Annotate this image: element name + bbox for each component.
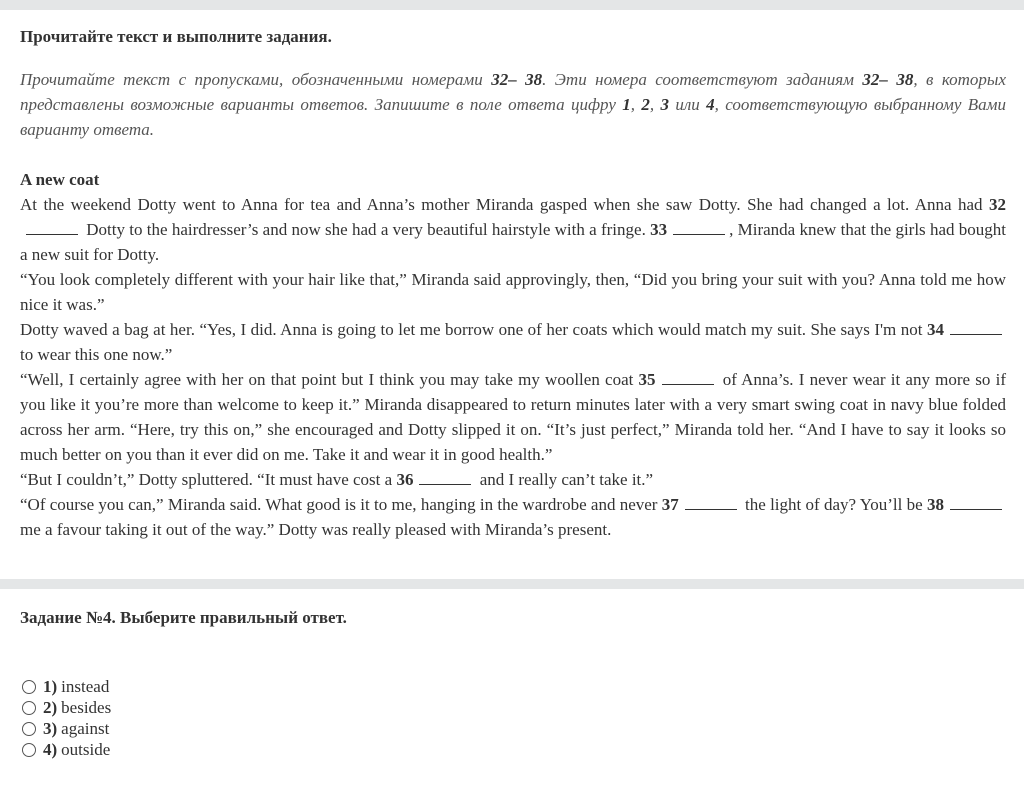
option-number: 3) bbox=[43, 718, 58, 738]
top-divider bbox=[0, 0, 1024, 10]
answer-option-4[interactable] bbox=[22, 739, 111, 760]
radio-button[interactable] bbox=[22, 722, 36, 736]
gap-number: 36 bbox=[396, 470, 414, 489]
option-number: 1) bbox=[43, 676, 58, 696]
option-label: instead bbox=[61, 676, 110, 696]
story-text-segment: “Of course you can,” Miranda said. What good is it to me, hanging in the wardrobe and never bbox=[20, 495, 662, 514]
story-text-segment: Dotty to the hairdresser’s and now she had a very beautiful hairstyle with a fringe. bbox=[82, 220, 651, 239]
gap-blank bbox=[950, 321, 1002, 335]
answer-option-3[interactable] bbox=[22, 718, 111, 739]
option-label: against bbox=[61, 718, 110, 738]
gap-number: 34 bbox=[927, 320, 944, 339]
section-divider bbox=[0, 579, 1024, 589]
question-heading: Задание №4. Выберите правильный ответ. bbox=[20, 608, 347, 627]
story-text bbox=[20, 192, 1006, 542]
option-label: besides bbox=[61, 697, 112, 717]
question-panel bbox=[20, 603, 1006, 633]
story-text-segment: , Miranda knew that the girls had bought a new suit for Dotty. bbox=[20, 220, 1006, 264]
story-text-segment: to wear this one now.” bbox=[20, 345, 173, 364]
story-text-segment: “But I couldn’t,” Dotty spluttered. “It must have cost a bbox=[20, 470, 397, 489]
gap-blank bbox=[26, 221, 78, 235]
story-text-segment: me a favour taking it out of the way.” Dotty was really pleased with Miranda’s present. bbox=[20, 520, 612, 539]
text-title: A new coat bbox=[20, 170, 100, 189]
task-instruction: Прочитайте текст с пропусками, обозначенными номерами 32– 38. Эти номера соответствуют заданиям 32– 38, в которых представлены возможные варианты ответов. Запишите в поле ответа цифру 1, 2, 3 или 4, соответствующую выбранному Вами варианту ответа. bbox=[20, 70, 1007, 139]
story-text-segment: At the weekend Dotty went to Anna for tea and Anna’s mother Miranda gasped when she saw Dotty. She had changed a lot. Anna had bbox=[20, 195, 989, 214]
story-paragraph bbox=[20, 317, 1006, 367]
option-number: 2) bbox=[43, 697, 58, 717]
story-text-segment: “You look completely different with your hair like that,” Miranda said approvingly, then, “Did you bring your suit with you? Anna told me how nice it was.” bbox=[20, 270, 1006, 314]
gap-blank bbox=[950, 496, 1002, 510]
gap-number: 33 bbox=[650, 220, 668, 239]
answer-options bbox=[22, 676, 111, 760]
story-paragraph bbox=[20, 192, 1006, 267]
gap-blank bbox=[685, 496, 737, 510]
gap-number: 32 bbox=[989, 195, 1006, 214]
task-heading: Прочитайте текст и выполните задания. bbox=[20, 27, 332, 46]
gap-number: 37 bbox=[661, 495, 679, 514]
radio-button[interactable] bbox=[22, 701, 36, 715]
option-label: outside bbox=[61, 739, 111, 759]
story-paragraph bbox=[20, 267, 1006, 317]
reading-task-panel bbox=[20, 22, 1006, 542]
story-text-segment: of Anna’s. I never wear it any more so if you like it you’re more than welcome to keep it.” Miranda disappeared to return minutes later with a very smart swing coat in navy blue folded across her arm. “Here, try this on,” she encouraged and Dotty slipped it on. “It’s just perfect,” Miranda told her. “And I have to say it looks so much better on you than it ever did on me. Take it and wear it in good health.” bbox=[20, 370, 1006, 464]
gap-number: 35 bbox=[638, 370, 656, 389]
gap-blank bbox=[662, 371, 714, 385]
option-number: 4) bbox=[43, 739, 58, 759]
answer-option-1[interactable] bbox=[22, 676, 111, 697]
answer-option-2[interactable] bbox=[22, 697, 111, 718]
story-text-segment: “Well, I certainly agree with her on that point but I think you may take my woollen coat bbox=[20, 370, 639, 389]
radio-button[interactable] bbox=[22, 680, 36, 694]
story-text-segment: Dotty waved a bag at her. “Yes, I did. Anna is going to let me borrow one of her coats which would match my suit. She says I'm not bbox=[20, 320, 927, 339]
gap-blank bbox=[419, 471, 471, 485]
story-paragraph bbox=[20, 467, 1006, 492]
story-paragraph bbox=[20, 492, 1006, 542]
gap-blank bbox=[673, 221, 725, 235]
story-text-segment: and I really can’t take it.” bbox=[475, 470, 654, 489]
radio-button[interactable] bbox=[22, 743, 36, 757]
gap-number: 38 bbox=[926, 495, 944, 514]
story-text-segment: the light of day? You’ll be bbox=[740, 495, 927, 514]
story-paragraph bbox=[20, 367, 1006, 467]
